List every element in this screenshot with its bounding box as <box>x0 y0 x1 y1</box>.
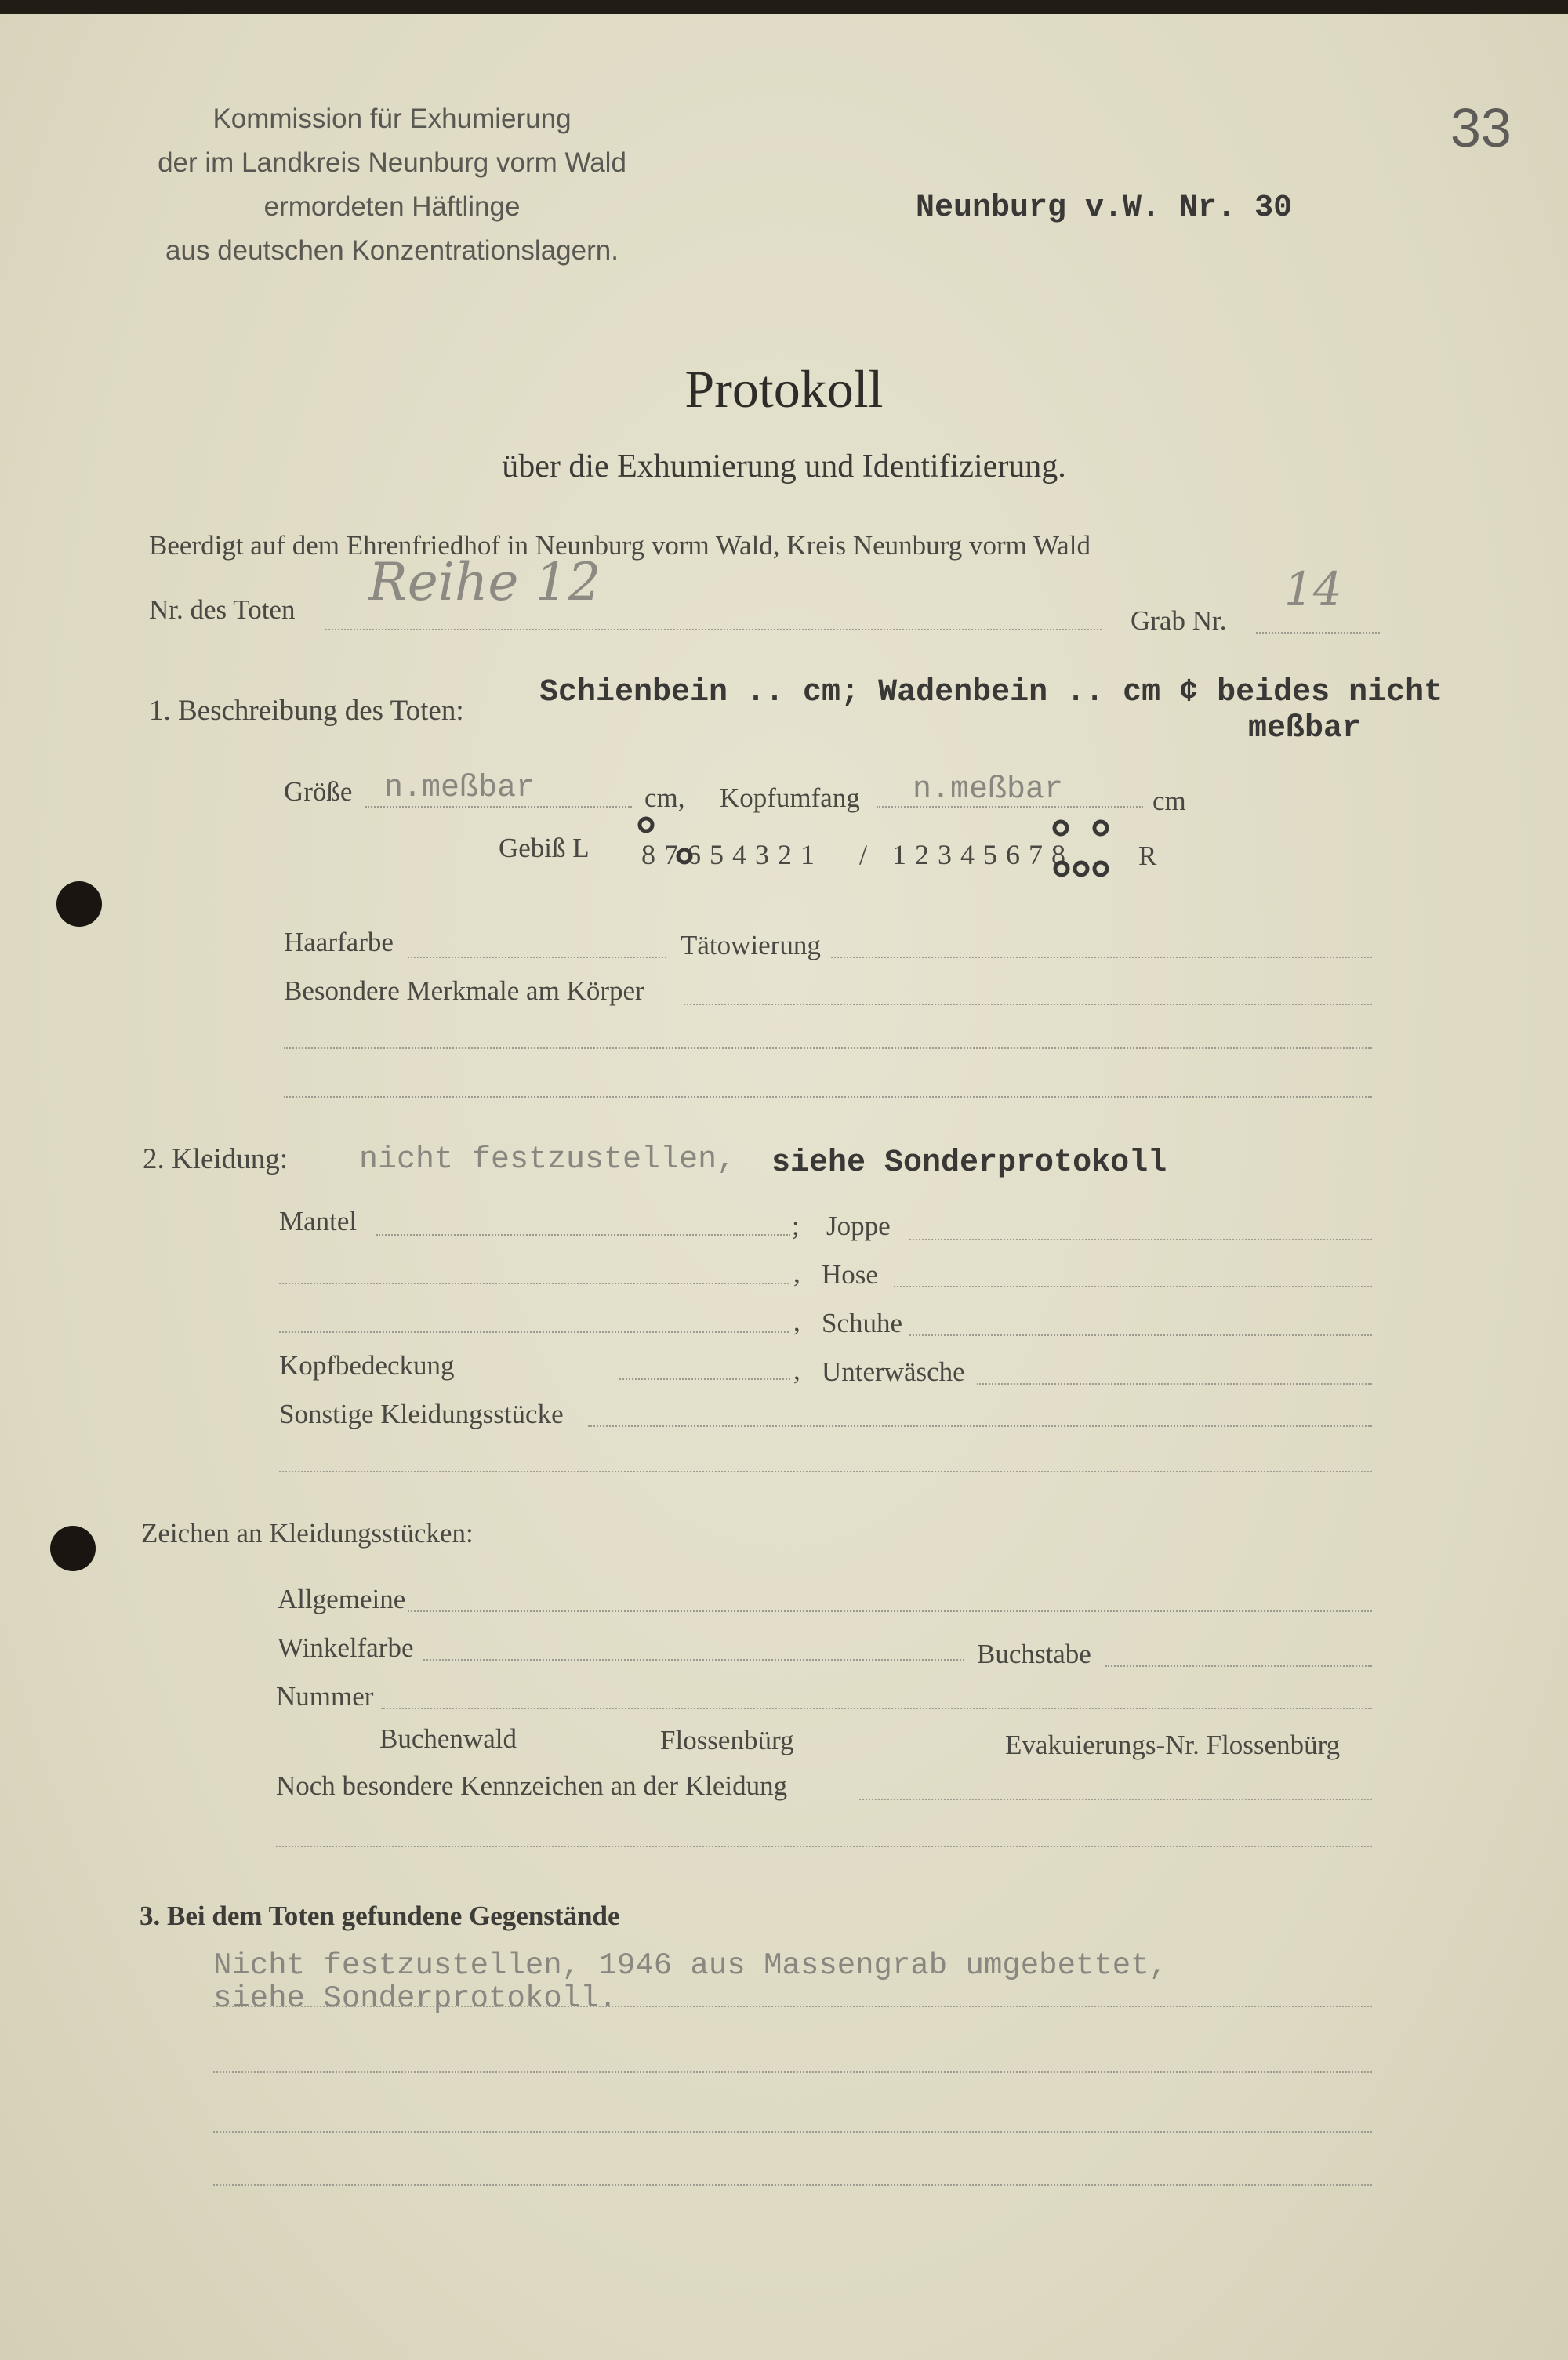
bones-line-2: meßbar <box>1248 711 1362 746</box>
flossenburg-label: Flossenbürg <box>660 1725 794 1755</box>
jacket-label: Joppe <box>826 1211 891 1241</box>
commission-line-2: der im Landkreis Neunburg vorm Wald <box>158 147 626 178</box>
tooth-mark <box>1055 862 1068 875</box>
shoes-label: Schuhe <box>822 1308 903 1338</box>
letter-label: Buchstabe <box>977 1639 1091 1669</box>
tooth-mark <box>1075 862 1087 875</box>
other-clothing-label: Sonstige Kleidungsstücke <box>279 1399 564 1429</box>
height-unit: cm, <box>644 782 685 813</box>
teeth-R: R <box>1138 841 1157 871</box>
other-marks-label: Noch besondere Kennzeichen an der Kleidung <box>276 1770 788 1801</box>
trousers-label: Hose <box>822 1259 878 1290</box>
top-edge <box>0 0 1568 14</box>
grave-number-label: Grab Nr. <box>1131 605 1227 636</box>
commission-line-3: ermordeten Häftlinge <box>263 191 521 222</box>
hair-color-label: Haarfarbe <box>284 927 394 957</box>
file-reference: Neunburg v.W. Nr. 30 <box>916 191 1293 226</box>
burial-place-line: Beerdigt auf dem Ehrenfriedhof in Neunburg vorm Wald, Kreis Neunburg vorm Wald <box>149 530 1091 561</box>
coat-label: Mantel <box>279 1206 358 1236</box>
section2-label: 2. Kleidung: <box>143 1143 288 1175</box>
angle-color-label: Winkelfarbe <box>278 1632 414 1663</box>
headgear-label: Kopfbedeckung <box>279 1350 455 1381</box>
tooth-mark <box>1094 862 1107 875</box>
teeth-label: Gebiß L <box>499 833 590 863</box>
teeth-left: 8 7 6 5 4 3 2 1 <box>641 839 815 870</box>
teeth-separator: / <box>859 839 868 870</box>
head-circumference-value: n.meßbar <box>913 772 1064 808</box>
teeth-right: 1 2 3 4 5 6 7 8 <box>892 839 1065 870</box>
document-page: Kommission für Exhumierung der im Landkreis Neunburg vorm Wald ermordeten Häftlinge aus deutschen Konzentrationslagern. 33 Neunburg v.W. Nr. 30 Protokoll über die Exhumierung und Identifizierung. Beerdigt auf dem Ehrenfriedhof in Neunburg vorm Wald, Kreis Neunburg vorm Wald Nr. des Toten Reihe 12 Grab Nr. 14 1. Beschreibung des Toten: Schienbein .. cm; Wadenbein .. cm ¢ beides nicht meßbar Größe n.meßbar cm, Kopfumfang n.meßbar cm Gebiß L 8 7 6 5 4 3 2 1 / 1 2 3 4 5 6 7 8 R Haarfarbe Tätowierung Besondere Merkmale am Körper 2. Kleidung: nicht festzustellen, siehe Sonderprotokoll Mantel ; Joppe , Hose , Schuhe Kopfbedeckung , Unterwäsche Sonstige Kleidungsstücke Zeichen an Kleidungsstücken: Allgemeine Winkelfarbe Buchstabe Nummer Buchenwald Flossenbürg Evakuierungs-Nr. Flossenbürg Noch besondere Kennzeichen an der Kleidung 3. Bei dem Toten gefundene Gegenstände Nicht festzustellen, 1946 aus Massengrab umgebettet, siehe Sonderprotokoll. <box>0 14 1568 2360</box>
found-items-line-2: siehe Sonderprotokoll. <box>213 1981 617 2016</box>
tooth-mark <box>640 819 652 831</box>
buchenwald-label: Buchenwald <box>379 1723 517 1754</box>
page-number: 33 <box>1450 97 1512 158</box>
punch-hole-top <box>56 881 102 927</box>
underwear-label: Unterwäsche <box>822 1356 965 1387</box>
dead-number-value: Reihe 12 <box>368 552 601 612</box>
tooth-mark <box>678 850 691 862</box>
head-circumference-label: Kopfumfang <box>720 782 860 813</box>
tooth-mark <box>1054 822 1067 834</box>
section3-label: 3. Bei dem Toten gefundene Gegenstände <box>140 1901 620 1931</box>
dead-number-label: Nr. des Toten <box>149 594 296 625</box>
bones-line-1: Schienbein .. cm; Wadenbein .. cm ¢ beides nicht <box>539 675 1443 710</box>
height-label: Größe <box>284 776 353 807</box>
head-circumference-unit: cm <box>1152 786 1186 816</box>
general-label: Allgemeine <box>278 1584 406 1614</box>
section1-label: 1. Beschreibung des Toten: <box>149 695 464 727</box>
punch-hole-bottom <box>50 1526 96 1571</box>
body-features-label: Besondere Merkmale am Körper <box>284 975 644 1006</box>
evacuation-number-label: Evakuierungs-Nr. Flossenbürg <box>1005 1730 1341 1760</box>
commission-line-1: Kommission für Exhumierung <box>212 103 572 134</box>
tattoo-label: Tätowierung <box>681 930 821 960</box>
clothing-marks-label: Zeichen an Kleidungsstücken: <box>141 1518 474 1549</box>
found-items-line-1: Nicht festzustellen, 1946 aus Massengrab umgebettet, <box>213 1948 1167 1983</box>
number-label: Nummer <box>276 1681 374 1712</box>
height-value: n.meßbar <box>384 771 535 806</box>
commission-line-4: aus deutschen Konzentrationslagern. <box>165 235 619 266</box>
document-title: Protokoll <box>684 359 884 419</box>
teeth-marks-svg <box>627 811 1129 881</box>
tooth-mark <box>1094 822 1107 834</box>
clothing-value-faint: nicht festzustellen, <box>359 1142 736 1178</box>
clothing-value: siehe Sonderprotokoll <box>771 1146 1167 1181</box>
grave-number-value: 14 <box>1284 562 1342 615</box>
document-subtitle: über die Exhumierung und Identifizierung. <box>502 448 1066 485</box>
